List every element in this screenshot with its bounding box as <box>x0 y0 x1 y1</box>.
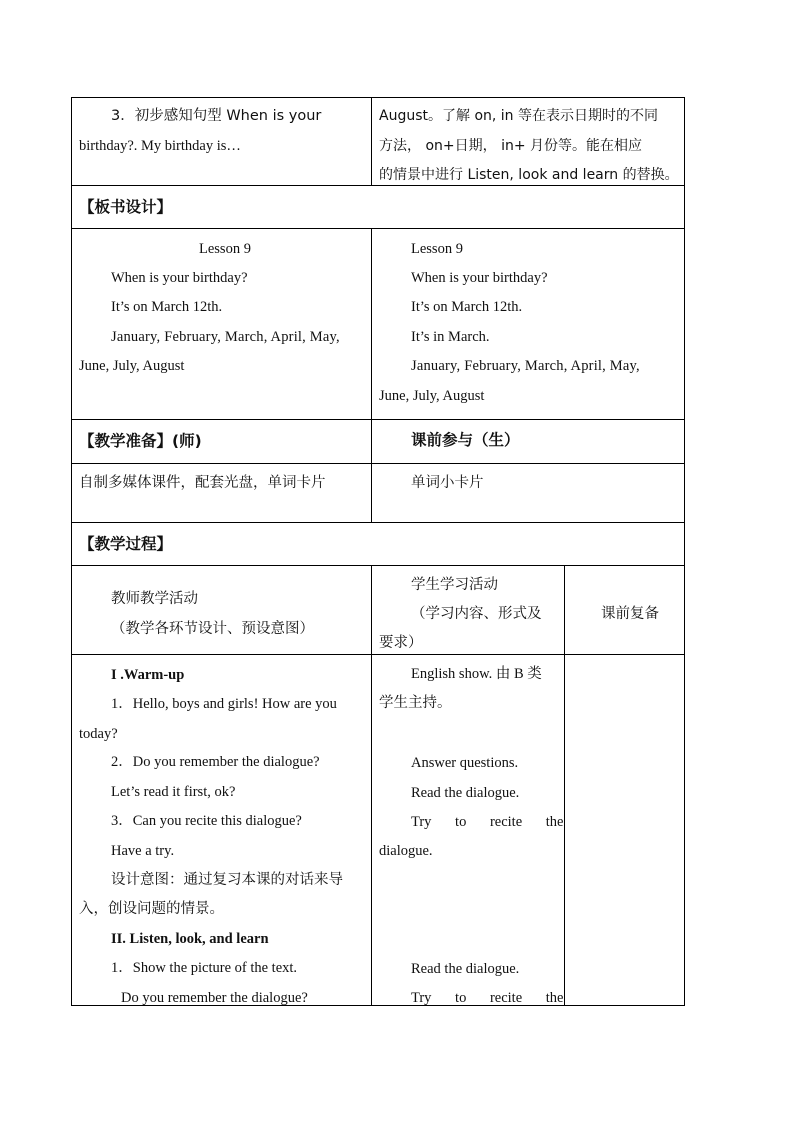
rule-prep-top <box>71 419 685 420</box>
rule-prep-content-top <box>71 463 685 464</box>
board-design-heading: 【板书设计】 <box>79 198 173 216</box>
rule-mid-5 <box>564 565 565 1006</box>
board-left-line-2: When is your birthday? <box>111 270 248 286</box>
rule-process-body-top <box>71 654 685 655</box>
objective-right-line-3: 的情景中进行 Listen, look and learn 的替换。 <box>379 167 679 183</box>
col2-header-line-3: 要求） <box>379 635 423 651</box>
objective-left-line-1 <box>111 106 365 126</box>
rule-top <box>71 97 685 98</box>
board-left-line-5: June, July, August <box>79 358 185 374</box>
student-prep-heading: 课前参与（生） <box>411 431 520 449</box>
rule-left <box>71 97 72 1006</box>
board-right-line-6: June, July, August <box>379 388 485 404</box>
warmup-title: I .Warm-up <box>111 667 185 683</box>
teacher-line-5: Have a try. <box>111 843 175 859</box>
teacher-line-1a: 1．Hello, boys and girls! How are you <box>111 696 337 712</box>
student-prep-content: 单词小卡片 <box>411 475 484 491</box>
board-left-line-3: It’s on March 12th. <box>111 299 223 315</box>
teacher-intent-line-2: 入，创设问题的情景。 <box>79 901 224 917</box>
objective-left-line-2: birthday?. My birthday is… <box>79 138 241 154</box>
teacher-prep-heading: 【教学准备】(师) <box>79 432 202 450</box>
rule-mid-2 <box>371 228 372 419</box>
board-left-line-1: Lesson 9 <box>199 241 251 257</box>
teacher-line-7: 1．Show the picture of the text. <box>111 960 298 976</box>
teacher-line-3: Let’s read it first, ok? <box>111 784 236 800</box>
teacher-intent-line-1: 设计意图：通过复习本课的对话来导 <box>111 872 343 888</box>
listen-title: II. Listen, look, and learn <box>111 931 269 947</box>
col3-header: 课前复备 <box>601 606 659 622</box>
student-line-1a: English show. 由 B 类 <box>411 666 542 682</box>
teacher-line-4: 3．Can you recite this dialogue? <box>111 813 302 829</box>
board-right-line-5: January, February, March, April, May, <box>411 358 640 374</box>
student-line-2: Answer questions. <box>411 755 519 771</box>
rule-mid-4 <box>371 565 372 1006</box>
rule-process-top <box>71 522 685 523</box>
teacher-line-2: 2．Do you remember the dialogue? <box>111 754 320 770</box>
rule-mid-1 <box>371 97 372 185</box>
board-right-line-1: Lesson 9 <box>411 241 463 257</box>
board-right-line-2: When is your birthday? <box>411 270 548 286</box>
teacher-line-1b: today? <box>79 726 118 742</box>
col1-header-line-1: 教师教学活动 <box>111 591 198 607</box>
teacher-prep-content: 自制多媒体课件，配套光盘，单词卡片 <box>79 475 326 491</box>
teacher-line-8: Do you remember the dialogue? <box>121 990 308 1006</box>
objective-right-line-1: August。了解 on, in 等在表示日期时的不同 <box>379 108 658 124</box>
board-right-line-3: It’s on March 12th. <box>411 299 523 315</box>
student-line-6: Try to recite the <box>411 990 564 1006</box>
objective-left-line-1-text: 3．初步感知句型 When is your <box>111 108 322 124</box>
rule-board-content-top <box>71 228 685 229</box>
student-line-4b: dialogue. <box>379 843 433 859</box>
student-line-3: Read the dialogue. <box>411 785 520 801</box>
student-line-5: Read the dialogue. <box>411 961 520 977</box>
board-left-line-4: January, February, March, April, May, <box>111 329 340 345</box>
col1-header-line-2: （教学各环节设计、预设意图） <box>111 621 314 637</box>
student-line-4a: Try to recite the <box>411 814 564 830</box>
col2-header-line-2: （学习内容、形式及 <box>411 606 542 622</box>
student-line-1b: 学生主持。 <box>379 695 452 711</box>
rule-right <box>684 97 685 1006</box>
objective-right-line-2: 方法， on+日期， in+ 月份等。能在相应 <box>379 138 643 154</box>
rule-mid-3 <box>371 419 372 522</box>
rule-board-top <box>71 185 685 186</box>
rule-process-header-top <box>71 565 685 566</box>
board-right-line-4: It’s in March. <box>411 329 490 345</box>
process-heading: 【教学过程】 <box>79 535 173 553</box>
col2-header-line-1: 学生学习活动 <box>411 577 498 593</box>
